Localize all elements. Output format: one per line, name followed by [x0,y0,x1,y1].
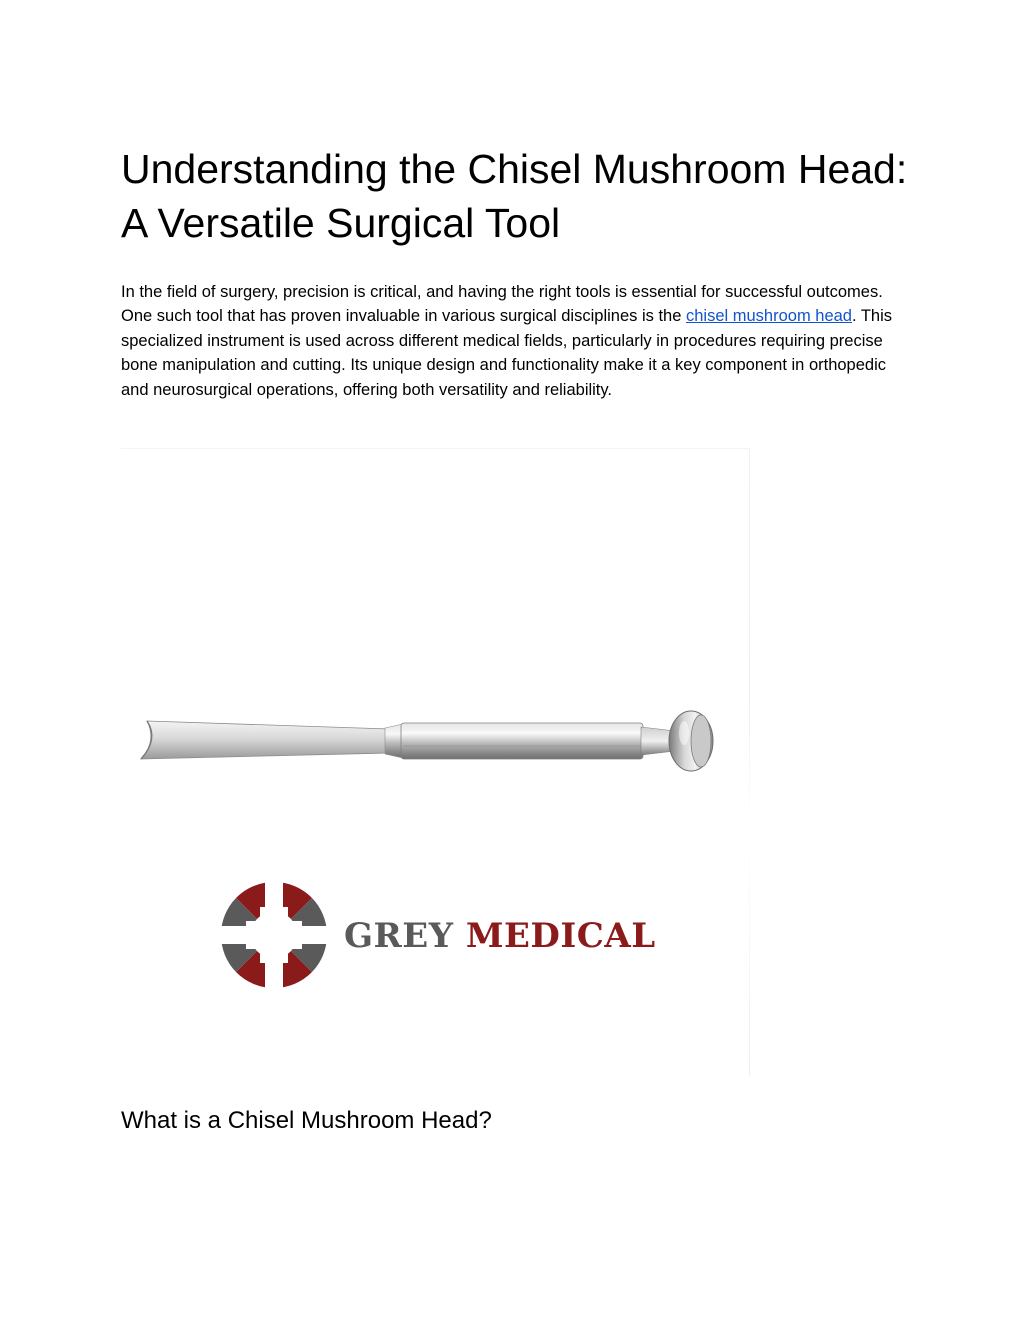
logo-word-medical: MEDICAL [465,916,656,956]
article-title: Understanding the Chisel Mushroom Head: A Versatile Surgical Tool [121,146,908,246]
product-image [121,448,750,1076]
medical-cross-logo-icon [219,880,329,990]
grey-medical-logo [219,880,659,990]
intro-paragraph [121,280,911,402]
chisel-mushroom-head-link[interactable]: chisel mushroom head [685,307,852,326]
chisel-instrument-image [135,703,725,783]
logo-word-grey: GREY [344,916,454,956]
section-heading: What is a Chisel Mushroom Head? [121,1107,492,1134]
intro-text-after-link: . This specialized instrument is used across different medical fields, particularly in procedures requiring precise bone manipulation and cutting. Its unique design and functionality make it a key component in orthopedic and neurosurgical operations, offering both versatility and reliability. [121,307,893,399]
logo-wordmark [344,916,656,956]
intro-text-before-link: In the field of surgery, precision is critical, and having the right tools is essential for successful outcomes. One such tool that has proven invaluable in various surgical disciplines is the [121,283,883,326]
